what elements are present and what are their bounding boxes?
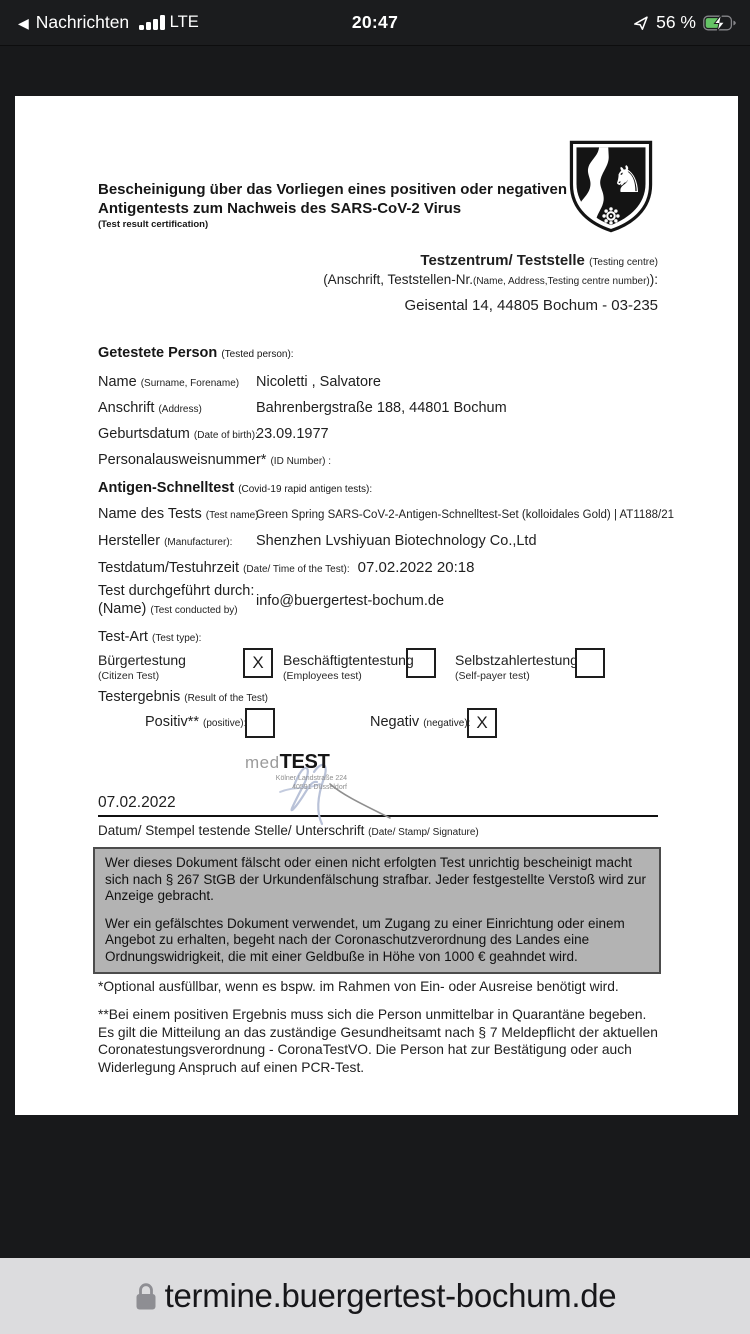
row-value: 23.09.1977: [256, 426, 329, 442]
option-label: Bürgertestung: [98, 652, 186, 668]
option-note: (Self-payer test): [455, 670, 530, 682]
conducted-label-line1: Test durchgeführt durch:: [98, 583, 255, 599]
row-note: (Date of birth):: [193, 430, 258, 441]
addr-label-main: (Anschrift, Teststellen-Nr.: [323, 272, 473, 287]
row-label: Hersteller: [98, 533, 161, 549]
status-bar: [0, 0, 750, 46]
result-heading-text: Testergebnis: [98, 689, 181, 705]
caption-note: (Date/ Stamp/ Signature): [368, 827, 479, 838]
stamp-address-line1: Kölner Landstraße 224: [275, 775, 347, 782]
row-label: Anschrift: [98, 400, 155, 416]
option-employees-test: [283, 652, 414, 684]
checkbox-citizen-test: [243, 648, 273, 678]
option-note: (Citizen Test): [98, 670, 160, 682]
checkbox-mark: X: [252, 653, 264, 672]
checkbox-mark: X: [476, 713, 488, 732]
test-centre-heading: [98, 252, 658, 269]
addr-label-note: (Name, Address,Testing centre number): [473, 276, 650, 287]
antigen-row-conducted-by: [98, 582, 658, 622]
footnote-optional: *Optional ausfüllbar, wenn es bspw. im Rahmen von Ein- oder Ausreise benötigt wird.: [98, 979, 619, 994]
conducted-label-line2: (Name): [98, 601, 147, 617]
location-arrow-icon: [633, 15, 649, 31]
row-note: (Manufacturer):: [164, 537, 233, 548]
browser-url-bar[interactable]: [0, 1258, 750, 1334]
horse-icon: ♞: [611, 158, 645, 202]
person-row-birthdate: [98, 426, 718, 442]
addr-label-suffix: ):: [649, 272, 658, 287]
lock-icon: [134, 1281, 158, 1312]
positive-label: [145, 714, 246, 730]
test-centre-address-label: [98, 272, 658, 287]
test-centre-address-value: Geisental 14, 44805 Bochum - 03-235: [404, 297, 658, 314]
row-value: Green Spring SARS-CoV-2-Antigen-Schnelltest-Set (kolloidales Gold) | AT1188/21: [256, 509, 675, 521]
row-label: Testdatum/Testuhrzeit: [98, 560, 240, 576]
person-row-idnumber: [98, 452, 718, 468]
url-domain-label: termine.buergertest-bochum.de: [164, 1277, 617, 1314]
test-centre-block: [98, 252, 658, 314]
row-label: Name: [98, 374, 137, 390]
legal-warning-box: [93, 847, 661, 974]
stamp-signature-area: [98, 744, 658, 817]
logo-med-text: med: [245, 753, 280, 772]
option-label: Beschäftigtentestung: [283, 652, 414, 668]
row-note: (Surname, Forename): [140, 378, 240, 389]
positive-label-note: (positive):: [203, 718, 247, 729]
antigen-heading-text: Antigen-Schnelltest: [98, 480, 235, 496]
row-label: Geburtsdatum: [98, 426, 190, 442]
nrw-coat-of-arms-icon: [565, 138, 657, 235]
title-subtitle: (Test result certification): [98, 219, 209, 230]
battery-percent-label: 56 %: [656, 12, 696, 32]
row-label: Personalausweisnummer*: [98, 452, 267, 468]
title-line1: Bescheinigung über das Vorliegen eines positiven oder negativen: [98, 181, 567, 198]
legal-paragraph-2: Wer ein gefälschtes Dokument verwendet, um Zugang zu einer Einrichtung oder einem Angebot zu erhalten, begeht nach der Coronaschutzverordnung des Landes eine Ordnungswidrigkeit, die mit einer Geldbuße in Höhe von 1000 € geahndet wird.: [105, 915, 625, 964]
medtest-stamp: [245, 751, 415, 792]
medtest-logo: [245, 751, 415, 774]
test-type-heading-text: Test-Art: [98, 629, 148, 645]
pdf-certificate-page: [15, 96, 738, 1115]
row-value: 07.02.2022 20:18: [357, 559, 475, 576]
row-value: Shenzhen Lvshiyuan Biotechnology Co.,Ltd: [256, 533, 537, 549]
person-row-name: [98, 374, 718, 390]
row-note: (ID Number) :: [270, 456, 332, 467]
option-citizen-test: [98, 652, 186, 684]
row-note: (Date/ Time of the Test):: [243, 564, 350, 575]
negative-label-text: Negativ: [370, 714, 420, 730]
row-label: Name des Tests: [98, 506, 202, 522]
option-label: Selbstzahlertestung: [455, 652, 578, 668]
row-note: (Test name): [205, 510, 259, 521]
option-note: (Employees test): [283, 670, 362, 682]
conducted-note: (Test conducted by): [150, 605, 238, 616]
person-section-heading: [98, 345, 294, 361]
test-centre-heading-text: Testzentrum/ Teststelle: [420, 252, 585, 269]
clock-label: 20:47: [351, 12, 399, 32]
footnote-positive-result: **Bei einem positiven Ergebnis muss sich die Person unmittelbar in Quarantäne begeben. Es gilt die Mitteilung an das zuständige Gesundheitsamt nach § 7 Meldepflicht der aktuellen Coronatestungsverordnung - CoronaTestVO. Die Person hat zur Bestätigung oder auch Widerlegung Anspruch auf einen PCR-Test.: [98, 1007, 658, 1075]
row-note: (Address): [158, 404, 202, 415]
caption-text: Datum/ Stempel testende Stelle/ Unterschrift: [98, 823, 365, 838]
back-app-label: Nachrichten: [35, 12, 130, 32]
positive-label-text: Positiv**: [145, 714, 199, 730]
antigen-row-testname: [98, 506, 718, 522]
negative-label: [370, 714, 470, 730]
checkbox-employees-test: [406, 648, 436, 678]
test-centre-heading-note: (Testing centre): [589, 257, 658, 268]
antigen-row-testdate: [98, 559, 718, 576]
person-row-address: [98, 400, 718, 416]
test-type-heading: [98, 629, 201, 645]
status-bar-right: [633, 0, 737, 45]
antigen-row-manufacturer: [98, 533, 718, 549]
option-selfpayer-test: [455, 652, 578, 684]
test-type-heading-note: (Test type):: [151, 633, 202, 644]
logo-test-text: TEST: [279, 751, 330, 773]
checkbox-selfpayer-test: [575, 648, 605, 678]
stamp-address-line2: 40591 Düsseldorf: [292, 783, 347, 791]
stamp-date: 07.02.2022: [98, 794, 176, 811]
result-heading-note: (Result of the Test): [184, 693, 268, 704]
date-stamp-caption: [98, 823, 479, 838]
stamp-address: [245, 775, 347, 792]
test-type-options-row: [98, 646, 673, 688]
result-row: [98, 706, 658, 742]
carrier-label: LTE: [169, 13, 199, 31]
antigen-heading-note: (Covid-19 rapid antigen tests):: [238, 484, 373, 495]
result-heading: [98, 689, 268, 705]
antigen-section-heading: [98, 480, 372, 496]
checkbox-positive: [245, 708, 275, 738]
title-line2: Antigentests zum Nachweis des SARS-CoV-2 Virus: [98, 200, 462, 217]
legal-paragraph-1: Wer dieses Dokument fälscht oder einen nicht erfolgten Test unrichtig bescheinigt macht sich nach § 267 StGB der Urkundenfälschung strafbar. Jeder festgestellte Verstoß wird zur Anzeige gebracht.: [105, 855, 647, 903]
battery-charging-icon: [703, 14, 737, 32]
negative-label-note: (negative):: [423, 718, 471, 729]
person-heading-text: Getestete Person: [98, 345, 218, 361]
conducted-value: info@buergertest-bochum.de: [256, 593, 445, 609]
back-chevron-icon: ◀: [18, 14, 29, 31]
certificate-title: [98, 180, 588, 231]
checkbox-negative: [467, 708, 497, 738]
row-value: Bahrenbergstraße 188, 44801 Bochum: [256, 400, 507, 416]
row-value: Nicoletti , Salvatore: [256, 374, 381, 390]
person-heading-note: (Tested person):: [221, 349, 294, 360]
